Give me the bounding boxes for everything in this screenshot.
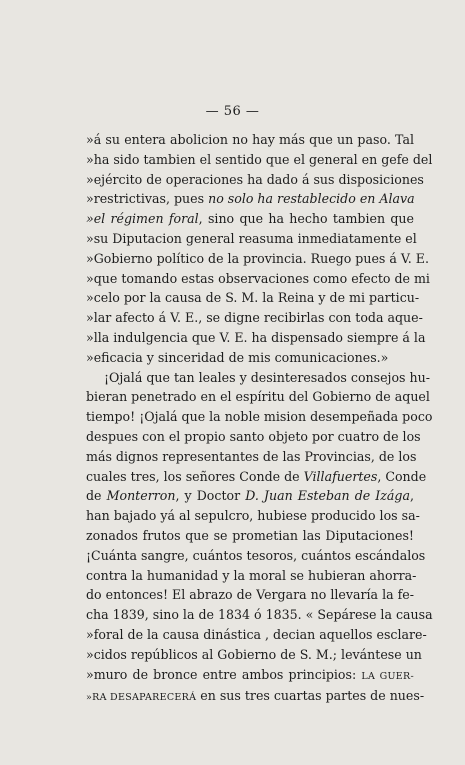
text-line (86, 625, 427, 645)
text-line (86, 249, 429, 269)
text-run: »cidos repúblicos al Gobierno de S. M.; levántese un (86, 646, 422, 662)
text-line (86, 486, 414, 506)
paragraph-quote-continuation (86, 130, 433, 368)
text-run: cuales tres, los señores Conde de (86, 468, 304, 484)
text-run: »á su entera abolicion no hay más que un paso. Tal (86, 132, 414, 147)
text-line (86, 209, 414, 229)
text-line (86, 130, 414, 150)
text-line (86, 288, 420, 308)
text-line (86, 308, 423, 328)
text-line (86, 665, 414, 687)
text-run: ¡Ojalá que tan leales y desinteresados consejos hu- (104, 369, 430, 385)
page-number: — 56 — (205, 104, 260, 119)
text-run: »eficacia y sinceridad de mis comunicaciones.» (86, 349, 389, 365)
text-line (86, 348, 414, 368)
text-line (86, 686, 425, 708)
text-run: en sus tres cuartas partes de nues- (196, 688, 425, 704)
small-caps-text: »RA DESAPARECERÁ (86, 692, 197, 704)
text-run: , y Doctor (175, 488, 246, 504)
small-caps-text: LA GUER- (361, 670, 414, 682)
text-run: despues con el propio santo objeto por cuatro de los (86, 428, 421, 444)
text-run: »lar afecto á V. E., se digne recibirlas con toda aque- (86, 310, 423, 326)
text-line (86, 407, 433, 427)
text-line (86, 150, 433, 170)
text-line (86, 387, 430, 407)
text-run: »celo por la causa de S. M. la Reina y de mi particu- (86, 290, 420, 306)
text-line (86, 328, 426, 348)
text-run: »restrictivas, pues (86, 191, 209, 207)
text-line (86, 605, 433, 625)
text-run: contra la humanidad y la moral se hubieran ahorra- (86, 567, 417, 583)
text-run: »muro de bronce entre ambos principios: (86, 666, 362, 682)
text-line (86, 546, 426, 566)
text-run: »su Diputacion general reasuma inmediatamente el (86, 230, 417, 246)
text-run: , Conde (377, 468, 427, 484)
text-line (86, 447, 417, 467)
text-line (86, 645, 422, 665)
text-line (86, 189, 414, 209)
text-run: »foral de la causa dinástica , decian aquellos esclare- (86, 626, 427, 642)
text-line (86, 506, 420, 526)
text-run: , sino que ha hecho tambien que (198, 211, 414, 227)
text-run: »ha sido tambien el sentido que el general en gefe del (86, 151, 433, 167)
text-run: »ejército de operaciones ha dado á sus disposiciones (86, 171, 424, 187)
text-run: , (409, 488, 414, 504)
text-run: »que tomando estas observaciones como efecto de mi (86, 270, 430, 286)
text-line (86, 467, 427, 487)
text-run: tiempo! ¡Ojalá que la noble mision desempeñada poco (86, 409, 433, 425)
text-line (86, 368, 430, 388)
text-run: ¡Cuánta sangre, cuántos tesoros, cuántos escándalos (86, 547, 426, 563)
text-run: bieran penetrado en el espíritu del Gobierno de aquel (86, 389, 430, 405)
text-line (86, 566, 417, 586)
text-line (86, 526, 414, 546)
paragraph-commentary (86, 368, 433, 709)
text-line (86, 269, 430, 289)
italic-text: no solo ha restablecido en Alava (208, 191, 415, 207)
text-run: »lla indulgencia que V. E. ha dispensado siempre á la (86, 329, 426, 345)
italic-text: »el régimen foral (86, 211, 199, 227)
text-run: de (86, 488, 107, 504)
text-run: cha 1839, sino la de 1834 ó 1835. « Sepárese la causa (86, 607, 433, 623)
text-line (86, 170, 424, 190)
italic-text: D. Juan Esteban de Izága (245, 488, 410, 504)
page-text (86, 130, 433, 708)
text-line (86, 427, 421, 447)
text-run: más dignos representantes de las Provincias, de los (86, 448, 417, 464)
text-run: »Gobierno político de la provincia. Ruego pues á V. E. (86, 250, 429, 266)
text-run: do entonces! El abrazo de Vergara no llevaría la fe- (86, 587, 414, 603)
text-line (86, 229, 417, 249)
italic-text: Villafuertes (303, 468, 378, 484)
text-line (86, 585, 414, 605)
text-run: han bajado yá al sepulcro, hubiese producido los sa- (86, 508, 420, 524)
text-run: zonados frutos que se prometian las Diputaciones! (86, 527, 414, 543)
italic-text: Monterron (106, 488, 176, 504)
